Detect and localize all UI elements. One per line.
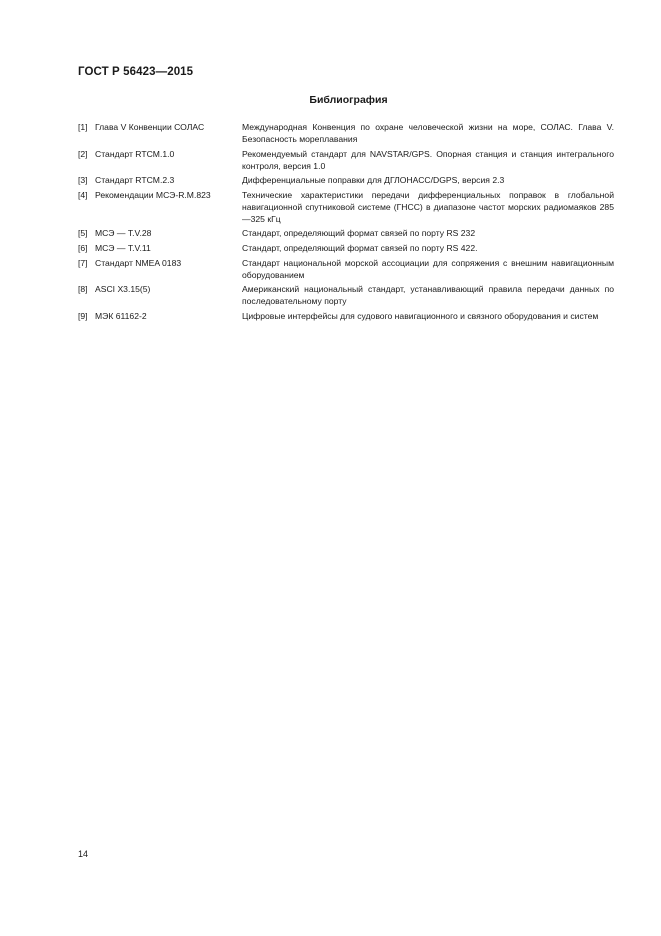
entry-reference <box>78 257 242 281</box>
entry-description: Международная Конвенция по охране человеческой жизни на море, СОЛАС. Глава V. Безопасность мореплавания <box>242 122 614 144</box>
entry-description: Рекомендуемый стандарт для NAVSTAR/GPS. Опорная станция и станция интегрального контроля, версия 1.0 <box>242 148 614 171</box>
entry-number: [3] <box>78 175 88 186</box>
bibliography-entry-2 <box>78 148 614 172</box>
entry-description: Цифровые интерфейсы для судового навигационного и связного оборудования и систем <box>242 310 599 321</box>
entry-reference <box>78 189 242 225</box>
entry-source: Глава V Конвенции СОЛАС <box>95 122 205 132</box>
entry-description: Стандарт, определяющий формат связей по порту RS 422. <box>242 242 478 253</box>
bibliography-entry-3 <box>78 174 614 186</box>
bibliography-entry-6 <box>78 242 614 254</box>
entry-number: [8] <box>78 284 88 295</box>
entry-source: МСЭ — T.V.28 <box>95 228 152 239</box>
entry-source: Рекомендации МСЭ-R.M.823 <box>95 189 211 200</box>
page-number: 14 <box>78 849 89 859</box>
section-title: Библиография <box>309 94 388 106</box>
bibliography-entry-4 <box>78 189 614 225</box>
bibliography-entry-9 <box>78 310 614 322</box>
entry-source: МЭК 61162-2 <box>95 310 147 321</box>
entry-number: [7] <box>78 257 88 268</box>
entry-source: Стандарт RTCM.1.0 <box>95 148 175 159</box>
entry-number: [5] <box>78 228 88 239</box>
entry-description: Дифференциальные поправки для ДГЛОНАСС/DGPS, версия 2.3 <box>242 175 505 186</box>
entry-source: Стандарт RTCM.2.3 <box>95 175 175 186</box>
entry-description: Технические характеристики передачи дифференциальных поправок в глобальной навигационной спутниковой системе (ГНСС) в диапазоне частот морских радиомаяков 285—325 кГц <box>242 189 614 224</box>
bibliography-entry-8 <box>78 283 614 307</box>
entry-number: [9] <box>78 310 88 321</box>
entry-description: Американский национальный стандарт, устанавливающий правила передачи данных по последовательному порту <box>242 284 614 307</box>
entry-source: МСЭ — T.V.11 <box>95 242 151 253</box>
bibliography-list <box>78 121 614 324</box>
entry-reference <box>78 227 242 239</box>
entry-reference <box>78 310 242 322</box>
bibliography-entry-5 <box>78 227 614 239</box>
entry-reference <box>78 121 242 145</box>
entry-reference <box>78 174 242 186</box>
document-header-code: ГОСТ Р 56423—2015 <box>78 66 194 78</box>
entry-reference <box>78 242 242 254</box>
entry-number: [2] <box>78 148 88 159</box>
entry-reference <box>78 148 242 172</box>
entry-number: [4] <box>78 189 88 200</box>
entry-number: [1] <box>78 122 88 132</box>
bibliography-entry-7 <box>78 257 614 281</box>
entry-description: Стандарт, определяющий формат связей по порту RS 232 <box>242 228 476 239</box>
bibliography-entry-1 <box>78 121 614 145</box>
entry-source: ASCI X3.15(5) <box>95 284 151 295</box>
entry-reference <box>78 283 242 307</box>
entry-number: [6] <box>78 242 88 253</box>
entry-description: Стандарт национальной морской ассоциации для сопряжения с внешним навигационным оборудованием <box>242 257 614 280</box>
entry-source: Стандарт NMEA 0183 <box>95 257 182 268</box>
